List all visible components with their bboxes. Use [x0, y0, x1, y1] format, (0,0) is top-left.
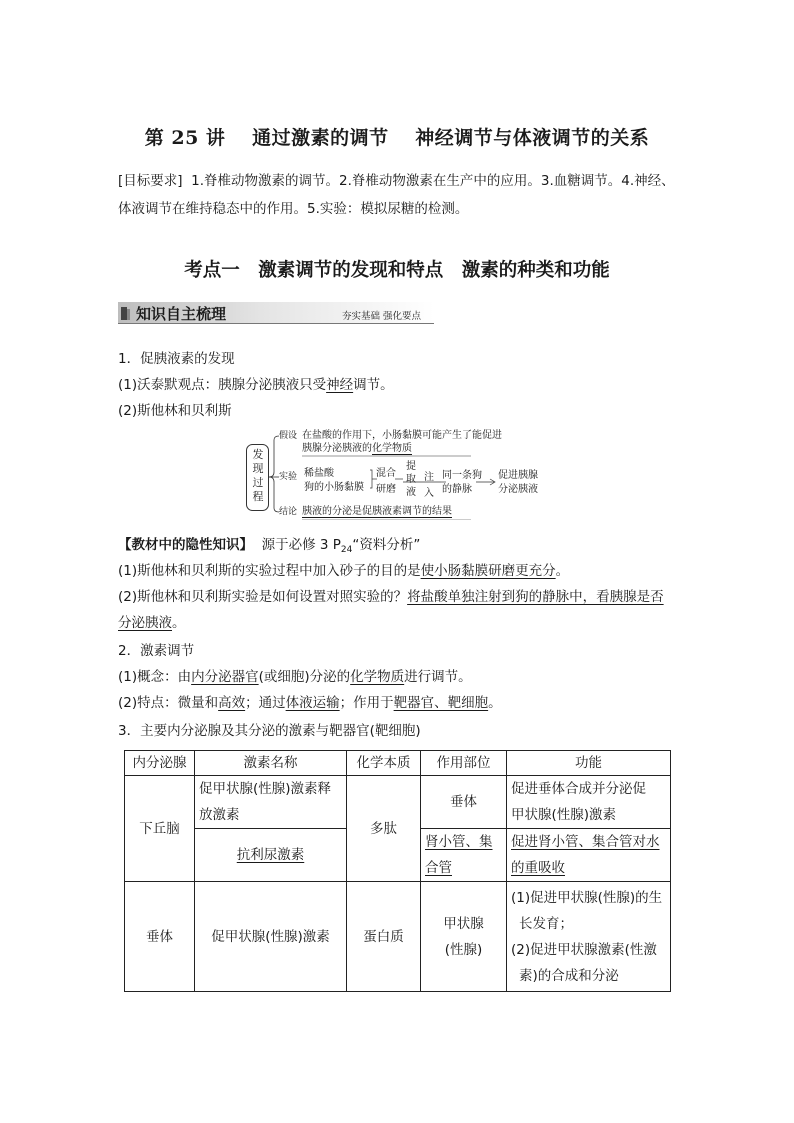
header-gland: 内分泌腺: [125, 751, 195, 776]
band-label: 知识自主梳理: [136, 305, 227, 323]
item-1-sub-2: (2)斯他林和贝利斯: [118, 403, 232, 419]
cell-line: (2)促进甲状腺激素(性激: [511, 941, 657, 958]
site-cell: 垂体: [421, 776, 507, 829]
text: 。: [488, 695, 502, 711]
text: (2)特点：微量和: [118, 695, 219, 711]
goals-label: [目标要求]: [118, 173, 183, 189]
exp-hcl: 稀盐酸: [304, 468, 334, 479]
answer-underline: 体液运输: [285, 695, 340, 711]
function-cell: [507, 882, 671, 992]
cell-line: 素)的合成和分泌: [519, 967, 619, 984]
text: ；通过: [245, 695, 286, 711]
cell-line: (性腺): [444, 941, 483, 958]
text: 调节。: [353, 377, 394, 393]
answer-underline: 抗利尿激素: [236, 847, 305, 863]
exp-grind: 研磨: [376, 484, 396, 495]
answer-underline: 将盐酸单独注射到狗的静脉中，看胰腺是否: [407, 589, 664, 605]
hidden-q1: [118, 560, 569, 582]
box-char: 现: [252, 462, 264, 475]
exp-result-2: 分泌胰液: [498, 484, 538, 495]
table-header-row: [125, 751, 671, 776]
hormone-cell: [195, 829, 347, 882]
item-2-concept: [118, 666, 472, 688]
hormone-table: [124, 750, 671, 992]
exp-extract: [406, 460, 416, 499]
hidden-knowledge-header: [118, 534, 420, 561]
experiment-tag: 实验: [279, 472, 298, 482]
cell-line: 促甲状腺(性腺)激素释: [199, 781, 332, 797]
box-label: [252, 448, 264, 504]
exp-same-dog: 同一条狗: [442, 470, 482, 481]
gland-cell: 垂体: [125, 882, 195, 992]
goals-line-2: 体液调节在维持稳态中的作用。5.实验：模拟尿糖的检测。: [118, 201, 469, 217]
answer-underline: 使小肠黏膜研磨更充分: [420, 563, 556, 579]
hormone-cell: [195, 776, 347, 829]
answer-underline: 神经: [326, 377, 354, 393]
section-title: 考点一 激素调节的发现和特点 激素的种类和功能: [184, 260, 610, 281]
answer-underline: 高效: [218, 695, 246, 711]
answer-underline: 内分泌器官: [191, 669, 259, 685]
text: 源于必修 3 P: [261, 537, 341, 553]
answer-underline: 的重吸收: [511, 860, 565, 876]
conclusion-tag: 结论: [279, 507, 298, 517]
extract-char: 取: [406, 474, 416, 485]
text: 胰腺分泌胰液的: [302, 443, 372, 454]
page-title: [0, 123, 794, 150]
chemistry-cell: 多肽: [347, 776, 421, 882]
answer-underline: 合管: [425, 860, 452, 876]
item-3-heading: 3．主要内分泌腺及其分泌的激素与靶器官(靶细胞): [118, 723, 421, 739]
function-cell: [507, 776, 671, 829]
hypothesis-line-2: [302, 443, 412, 455]
inject-char: 入: [424, 488, 434, 499]
cell-line: (1)促进甲状腺(性腺)的生: [511, 889, 663, 906]
table-row: [125, 776, 671, 829]
text: 进行调节。: [404, 669, 472, 685]
hypothesis-tag: 假设: [279, 431, 298, 441]
exp-mix: 混合: [376, 468, 396, 479]
page-subscript: 24: [340, 545, 353, 555]
cell-line: 长发育；: [519, 915, 573, 932]
cell-line: 甲状腺: [443, 915, 484, 932]
answer-underline: 肾小管、集: [425, 834, 493, 850]
header-site: 作用部位: [421, 751, 507, 776]
knowledge-band: [118, 302, 434, 324]
header-function: 功能: [507, 751, 671, 776]
answer-underline: 促进肾小管、集合管对水: [511, 834, 660, 850]
goals-line-1: 1.脊椎动物激素的调节。2.脊椎动物激素在生产中的应用。3.血糖调节。4.神经、: [191, 173, 675, 189]
hidden-knowledge-label: 【教材中的隐性知识】: [118, 537, 253, 553]
answer-underline: 靶器官、靶细胞: [393, 695, 489, 711]
text: “资料分析”: [352, 537, 421, 553]
text: 。: [555, 563, 570, 579]
extract-char: 液: [406, 487, 416, 498]
exp-inject: [424, 470, 434, 502]
item-1-heading: 1．促胰液素的发现: [118, 351, 235, 367]
title-topic-1: 通过激素的调节: [252, 127, 389, 149]
site-cell: [421, 882, 507, 992]
item-1-sub-1: [118, 374, 394, 396]
text: (1)斯他林和贝利斯的实验过程中加入砂子的目的是: [118, 563, 421, 579]
text: ；作用于: [339, 695, 394, 711]
header-chemistry: 化学本质: [347, 751, 421, 776]
item-2-features: [118, 692, 502, 714]
hidden-q2: [118, 586, 664, 608]
answer-underline: 化学物质: [350, 669, 405, 685]
cell-line: 促进垂体合成并分泌促: [511, 781, 646, 797]
goals-paragraph: [118, 170, 678, 220]
hypothesis-line-1: 在盐酸的作用下，小肠黏膜可能产生了能促进: [302, 430, 502, 441]
text: (1)沃泰默观点：胰腺分泌胰液只受: [118, 377, 327, 393]
answer-underline: 分泌胰液: [118, 615, 172, 631]
function-cell: [507, 829, 671, 882]
cell-line: 放激素: [199, 807, 240, 823]
table-row: [125, 882, 671, 992]
conclusion-text: 胰液的分泌是促胰液素调节的结果: [302, 506, 452, 517]
box-char: 过: [252, 476, 264, 489]
discovery-flow-diagram: [246, 426, 536, 520]
chemistry-cell: 蛋白质: [347, 882, 421, 992]
text: 。: [172, 615, 186, 631]
exp-vein: 的静脉: [442, 484, 472, 495]
band-subtitle: 夯实基础 强化要点: [342, 311, 422, 322]
item-2-heading: 2．激素调节: [118, 643, 195, 659]
extract-char: 提: [406, 461, 416, 472]
exp-mucosa: 狗的小肠黏膜: [304, 482, 364, 493]
title-topic-2: 神经调节与体液调节的关系: [415, 127, 650, 149]
hidden-q2-cont: [118, 612, 186, 634]
book-icon: [120, 305, 132, 321]
lecture-number: 第 25 讲: [144, 127, 226, 149]
exp-result-1: 促进胰腺: [498, 470, 538, 481]
site-cell: [421, 829, 507, 882]
answer-underline: 化学物质: [372, 443, 412, 454]
text: (或细胞)分泌的: [258, 669, 351, 685]
gland-cell: 下丘脑: [125, 776, 195, 882]
box-char: 程: [252, 490, 264, 503]
text: (1)概念：由: [118, 669, 192, 685]
inject-char: 注: [424, 472, 434, 483]
cell-line: 甲状腺(性腺)激素: [511, 807, 617, 823]
box-char: 发: [252, 448, 264, 461]
text: (2)斯他林和贝利斯实验是如何设置对照实验的？: [118, 589, 408, 605]
header-hormone: 激素名称: [195, 751, 347, 776]
hormone-cell: 促甲状腺(性腺)激素: [195, 882, 347, 992]
